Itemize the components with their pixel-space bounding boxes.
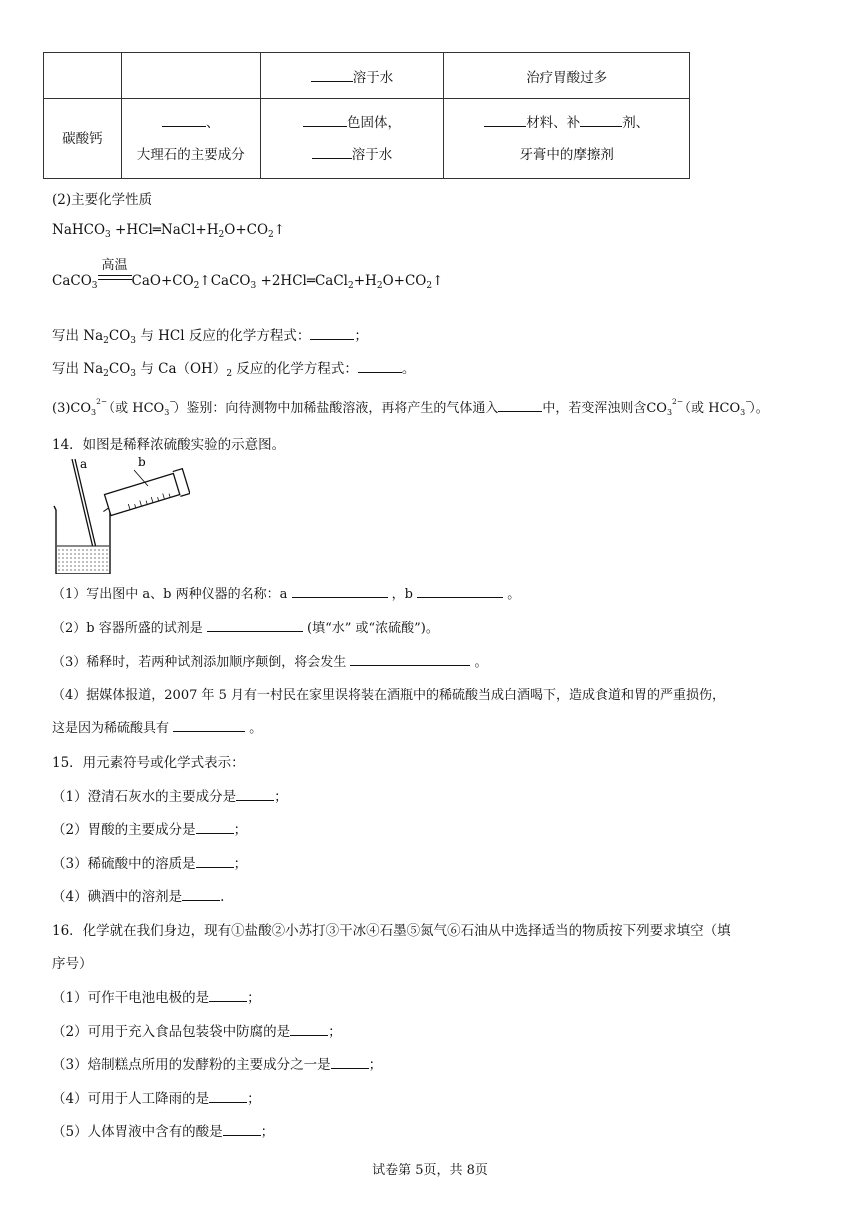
answer-blank[interactable] xyxy=(162,112,206,127)
answer-blank[interactable] xyxy=(236,787,274,802)
measuring-cylinder xyxy=(98,469,190,520)
question-line: （4）碘酒中的溶剂是 . xyxy=(52,885,224,905)
answer-blank[interactable] xyxy=(182,887,220,902)
answer-blank[interactable] xyxy=(484,112,526,127)
answer-blank[interactable] xyxy=(350,652,470,666)
question-line: （5）人体胃液中含有的酸是 ； xyxy=(52,1120,274,1140)
table-cell: 色固体， 溶于水 xyxy=(260,99,444,179)
answer-blank[interactable] xyxy=(312,144,352,159)
answer-blank[interactable] xyxy=(292,584,388,598)
dilution-diagram xyxy=(50,454,190,574)
answer-blank[interactable] xyxy=(207,618,303,632)
table-cell xyxy=(44,53,122,99)
answer-blank[interactable] xyxy=(223,1122,261,1137)
question-15-title: 15．用元素符号或化学式表示： xyxy=(52,755,245,771)
table-row xyxy=(44,99,690,179)
answer-blank[interactable] xyxy=(173,718,245,732)
table-cell xyxy=(121,53,260,99)
question-line: 这是因为稀硫酸具有 。 xyxy=(52,717,262,736)
answer-blank[interactable] xyxy=(580,112,622,127)
answer-blank[interactable] xyxy=(209,1089,247,1104)
question-line: （4）据媒体报道，2007 年 5 月有一村民在家里误将装在酒瓶中的稀硫酸当成白酒喝下，造成食道和胃的严重损伤， xyxy=(52,688,726,703)
table-cell: 、 大理石的主要成分 xyxy=(121,99,260,179)
question-line: （1）可作干电池电极的是 ； xyxy=(52,986,261,1006)
question-line: $(3)CO_3$ 2− （或 $HCO_3$ − ）鉴别：向待测物中加稀盐酸溶液，再将产生的气体通入 中，若变浑浊则含$CO_3$ 2− （或 $HCO_3$ − ）。 xyxy=(52,397,769,417)
table-cell: 碳酸钙 xyxy=(44,99,122,179)
properties-table xyxy=(43,52,690,179)
question-14-title: 14．如图是稀释浓硫酸实验的示意图。 xyxy=(52,437,286,453)
question-line: （2）胃酸的主要成分是 ； xyxy=(52,818,247,838)
table-cell: 材料、补 剂、 牙膏中的摩擦剂 xyxy=(444,99,690,179)
section-heading: (2)主要化学性质 xyxy=(52,192,153,208)
question-line: （1）写出图中 a、b 两种仪器的名称：a ，b 。 xyxy=(52,583,520,602)
label-b: b xyxy=(138,455,146,469)
table-cell: 溶于水 xyxy=(260,53,444,99)
question-line: （3）稀硫酸中的溶质是 ； xyxy=(52,852,247,872)
equation-caco3: CaCO$_3$ 高温 $CaO+CO_2↑CaCO_3$ $+2HCl═CaCl_2+H_2O+CO_2↑$ xyxy=(52,258,444,291)
question-line: （4）可用于人工降雨的是 ； xyxy=(52,1087,261,1107)
answer-blank[interactable] xyxy=(290,1022,328,1037)
question-line: 写出 $Na_2CO_3$ 与 $Ca(OH)_2$ 反应的化学方程式： 。 xyxy=(52,357,415,379)
answer-blank[interactable] xyxy=(358,359,402,374)
question-line: （3）焙制糕点所用的发酵粉的主要成分之一是 ； xyxy=(52,1053,382,1073)
page-footer: 试卷第 5页，共 8页 xyxy=(372,1163,488,1178)
answer-blank[interactable] xyxy=(498,398,542,412)
answer-blank[interactable] xyxy=(196,854,234,869)
question-line: （2）可用于充入食品包装袋中防腐的是 ； xyxy=(52,1020,342,1040)
question-16-title: 16．化学就在我们身边，现有①盐酸②小苏打③干冰④石墨⑤氮气⑥石油从中选择适当的物质按下列要求填空（填 xyxy=(52,923,731,939)
answer-blank[interactable] xyxy=(331,1055,369,1070)
answer-blank[interactable] xyxy=(417,584,503,598)
question-line: （2）b 容器所盛的试剂是 (填“水” 或“浓硫酸”)。 xyxy=(52,617,439,636)
answer-blank[interactable] xyxy=(196,820,234,835)
table-row xyxy=(44,53,690,99)
question-16-title-cont: 序号） xyxy=(52,956,93,972)
question-line: （1）澄清石灰水的主要成分是 ； xyxy=(52,785,288,805)
answer-blank[interactable] xyxy=(209,988,247,1003)
equation-nahco3-hcl: NaHCO$_3$ $+HCl═NaCl+H_2O+CO_2↑$ xyxy=(52,222,286,240)
reaction-condition: 高温 xyxy=(98,273,132,289)
answer-blank[interactable] xyxy=(311,67,353,82)
question-line: （3）稀释时，若两种试剂添加顺序颠倒，将会发生 。 xyxy=(52,651,488,670)
answer-blank[interactable] xyxy=(303,112,347,127)
table-cell: 治疗胃酸过多 xyxy=(444,53,690,99)
question-line: 写出 $Na_2CO_3$ 与 HCl 反应的化学方程式： ； xyxy=(52,324,368,346)
label-a: a xyxy=(80,457,88,471)
answer-blank[interactable] xyxy=(310,326,354,341)
